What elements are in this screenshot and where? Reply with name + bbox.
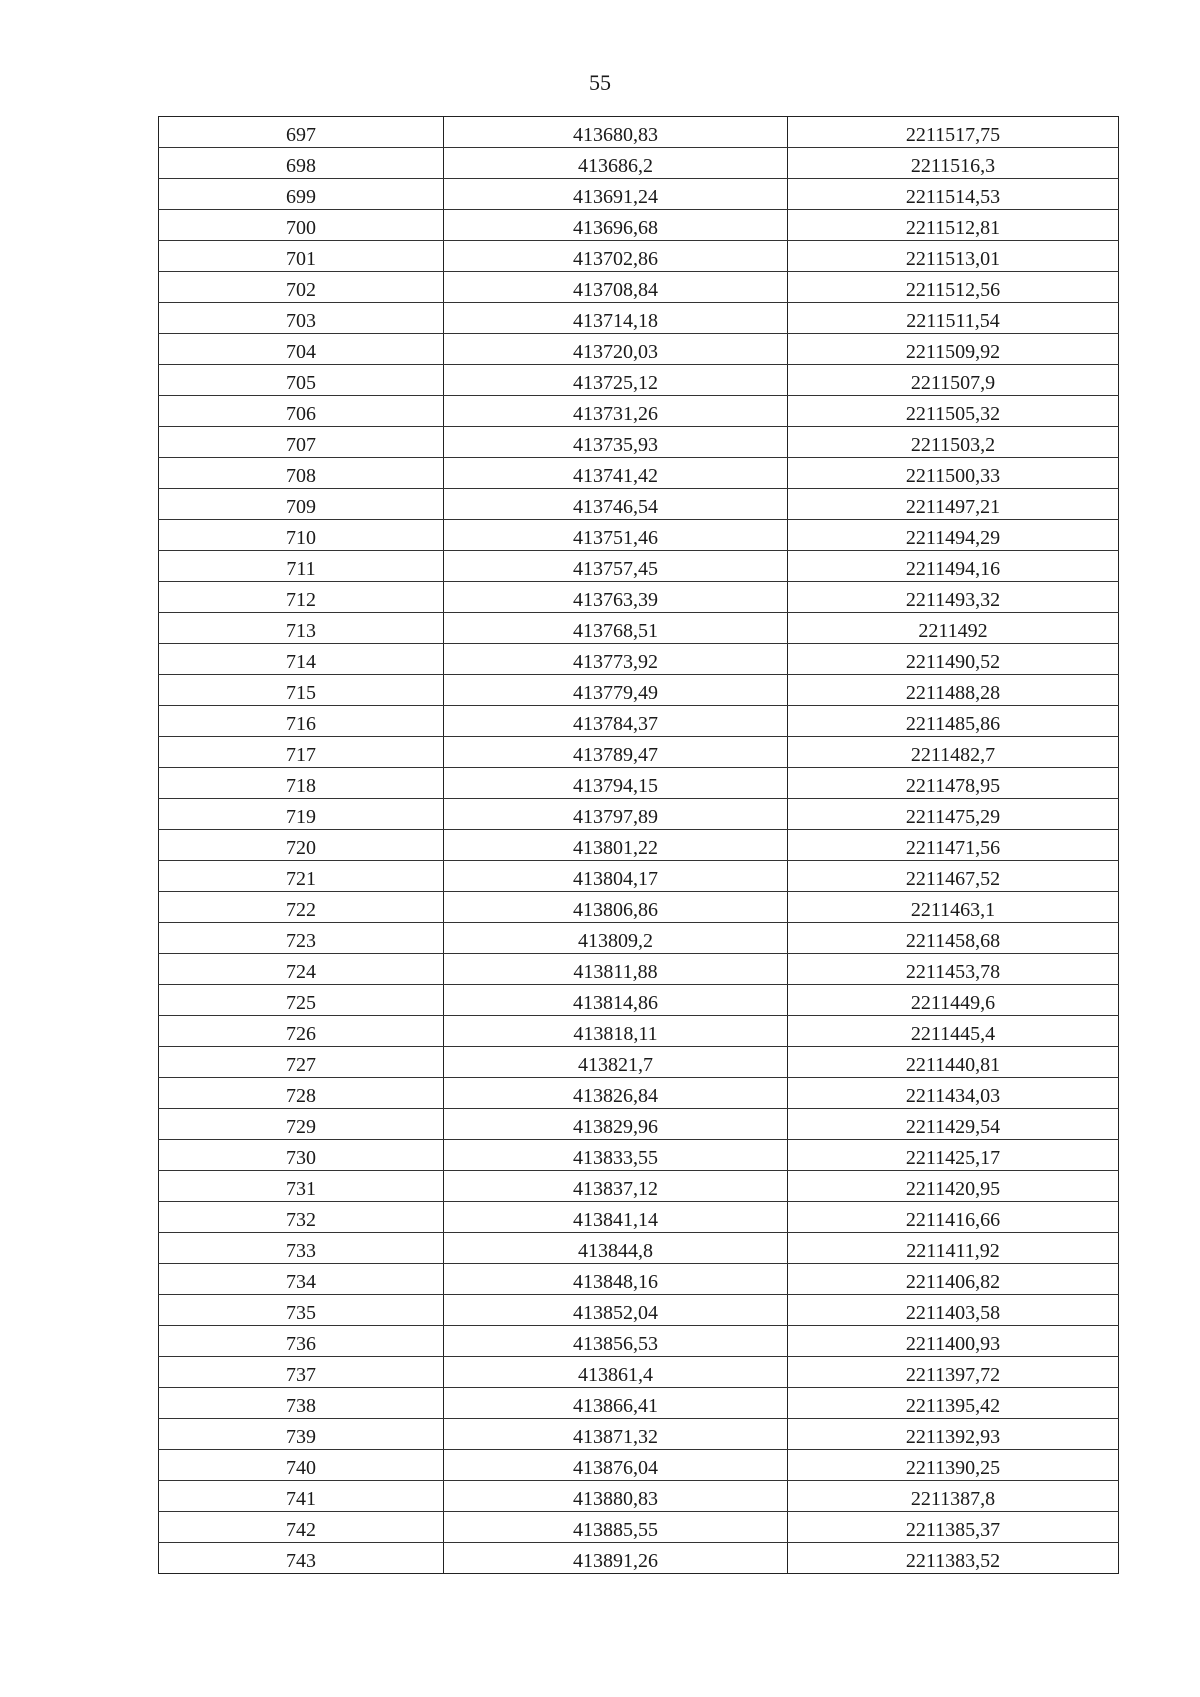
x-coordinate-cell: 413856,53 xyxy=(444,1326,788,1357)
y-coordinate-cell: 2211425,17 xyxy=(788,1140,1119,1171)
y-coordinate-cell: 2211429,54 xyxy=(788,1109,1119,1140)
point-number-cell: 738 xyxy=(159,1388,444,1419)
y-coordinate-cell: 2211387,8 xyxy=(788,1481,1119,1512)
point-number-cell: 716 xyxy=(159,706,444,737)
y-coordinate-cell: 2211516,3 xyxy=(788,148,1119,179)
table-row xyxy=(159,737,1119,768)
point-number-cell: 708 xyxy=(159,458,444,489)
y-coordinate-cell: 2211509,92 xyxy=(788,334,1119,365)
y-coordinate-cell: 2211445,4 xyxy=(788,1016,1119,1047)
table-row xyxy=(159,210,1119,241)
x-coordinate-cell: 413837,12 xyxy=(444,1171,788,1202)
x-coordinate-cell: 413876,04 xyxy=(444,1450,788,1481)
point-number-cell: 730 xyxy=(159,1140,444,1171)
table-row xyxy=(159,985,1119,1016)
point-number-cell: 726 xyxy=(159,1016,444,1047)
table-row xyxy=(159,675,1119,706)
y-coordinate-cell: 2211507,9 xyxy=(788,365,1119,396)
y-coordinate-cell: 2211385,37 xyxy=(788,1512,1119,1543)
x-coordinate-cell: 413866,41 xyxy=(444,1388,788,1419)
point-number-cell: 702 xyxy=(159,272,444,303)
point-number-cell: 741 xyxy=(159,1481,444,1512)
point-number-cell: 727 xyxy=(159,1047,444,1078)
point-number-cell: 742 xyxy=(159,1512,444,1543)
table-row xyxy=(159,1419,1119,1450)
table-row xyxy=(159,830,1119,861)
point-number-cell: 728 xyxy=(159,1078,444,1109)
x-coordinate-cell: 413763,39 xyxy=(444,582,788,613)
y-coordinate-cell: 2211511,54 xyxy=(788,303,1119,334)
table-row xyxy=(159,892,1119,923)
table-row xyxy=(159,1202,1119,1233)
y-coordinate-cell: 2211440,81 xyxy=(788,1047,1119,1078)
y-coordinate-cell: 2211449,6 xyxy=(788,985,1119,1016)
y-coordinate-cell: 2211471,56 xyxy=(788,830,1119,861)
point-number-cell: 698 xyxy=(159,148,444,179)
table-row xyxy=(159,1512,1119,1543)
y-coordinate-cell: 2211512,56 xyxy=(788,272,1119,303)
table-row xyxy=(159,1295,1119,1326)
y-coordinate-cell: 2211403,58 xyxy=(788,1295,1119,1326)
y-coordinate-cell: 2211400,93 xyxy=(788,1326,1119,1357)
table-row xyxy=(159,954,1119,985)
point-number-cell: 723 xyxy=(159,923,444,954)
x-coordinate-cell: 413826,84 xyxy=(444,1078,788,1109)
point-number-cell: 731 xyxy=(159,1171,444,1202)
table-row xyxy=(159,768,1119,799)
x-coordinate-cell: 413844,8 xyxy=(444,1233,788,1264)
table-row xyxy=(159,582,1119,613)
x-coordinate-cell: 413784,37 xyxy=(444,706,788,737)
y-coordinate-cell: 2211478,95 xyxy=(788,768,1119,799)
y-coordinate-cell: 2211420,95 xyxy=(788,1171,1119,1202)
table-row xyxy=(159,117,1119,148)
point-number-cell: 725 xyxy=(159,985,444,1016)
table-row xyxy=(159,923,1119,954)
table-row xyxy=(159,1543,1119,1574)
x-coordinate-cell: 413848,16 xyxy=(444,1264,788,1295)
coordinates-table xyxy=(158,116,1119,1574)
y-coordinate-cell: 2211492 xyxy=(788,613,1119,644)
x-coordinate-cell: 413861,4 xyxy=(444,1357,788,1388)
y-coordinate-cell: 2211490,52 xyxy=(788,644,1119,675)
x-coordinate-cell: 413829,96 xyxy=(444,1109,788,1140)
x-coordinate-cell: 413885,55 xyxy=(444,1512,788,1543)
x-coordinate-cell: 413811,88 xyxy=(444,954,788,985)
y-coordinate-cell: 2211500,33 xyxy=(788,458,1119,489)
point-number-cell: 732 xyxy=(159,1202,444,1233)
table-row xyxy=(159,396,1119,427)
point-number-cell: 743 xyxy=(159,1543,444,1574)
point-number-cell: 736 xyxy=(159,1326,444,1357)
y-coordinate-cell: 2211416,66 xyxy=(788,1202,1119,1233)
point-number-cell: 709 xyxy=(159,489,444,520)
table-row xyxy=(159,148,1119,179)
table-row xyxy=(159,1481,1119,1512)
table-row xyxy=(159,551,1119,582)
x-coordinate-cell: 413833,55 xyxy=(444,1140,788,1171)
point-number-cell: 711 xyxy=(159,551,444,582)
y-coordinate-cell: 2211494,29 xyxy=(788,520,1119,551)
y-coordinate-cell: 2211505,32 xyxy=(788,396,1119,427)
x-coordinate-cell: 413686,2 xyxy=(444,148,788,179)
x-coordinate-cell: 413757,45 xyxy=(444,551,788,582)
table-row xyxy=(159,1078,1119,1109)
x-coordinate-cell: 413773,92 xyxy=(444,644,788,675)
point-number-cell: 710 xyxy=(159,520,444,551)
x-coordinate-cell: 413804,17 xyxy=(444,861,788,892)
x-coordinate-cell: 413735,93 xyxy=(444,427,788,458)
point-number-cell: 719 xyxy=(159,799,444,830)
table-row xyxy=(159,1016,1119,1047)
table-row xyxy=(159,272,1119,303)
point-number-cell: 721 xyxy=(159,861,444,892)
point-number-cell: 737 xyxy=(159,1357,444,1388)
y-coordinate-cell: 2211517,75 xyxy=(788,117,1119,148)
x-coordinate-cell: 413818,11 xyxy=(444,1016,788,1047)
y-coordinate-cell: 2211392,93 xyxy=(788,1419,1119,1450)
table-row xyxy=(159,458,1119,489)
point-number-cell: 697 xyxy=(159,117,444,148)
point-number-cell: 734 xyxy=(159,1264,444,1295)
table-row xyxy=(159,1388,1119,1419)
table-row xyxy=(159,613,1119,644)
point-number-cell: 740 xyxy=(159,1450,444,1481)
x-coordinate-cell: 413725,12 xyxy=(444,365,788,396)
table-row xyxy=(159,644,1119,675)
x-coordinate-cell: 413880,83 xyxy=(444,1481,788,1512)
point-number-cell: 712 xyxy=(159,582,444,613)
x-coordinate-cell: 413751,46 xyxy=(444,520,788,551)
x-coordinate-cell: 413801,22 xyxy=(444,830,788,861)
y-coordinate-cell: 2211497,21 xyxy=(788,489,1119,520)
x-coordinate-cell: 413720,03 xyxy=(444,334,788,365)
table-row xyxy=(159,179,1119,210)
y-coordinate-cell: 2211485,86 xyxy=(788,706,1119,737)
table-row xyxy=(159,1109,1119,1140)
table-row xyxy=(159,303,1119,334)
x-coordinate-cell: 413841,14 xyxy=(444,1202,788,1233)
point-number-cell: 701 xyxy=(159,241,444,272)
point-number-cell: 717 xyxy=(159,737,444,768)
y-coordinate-cell: 2211493,32 xyxy=(788,582,1119,613)
point-number-cell: 704 xyxy=(159,334,444,365)
y-coordinate-cell: 2211513,01 xyxy=(788,241,1119,272)
point-number-cell: 703 xyxy=(159,303,444,334)
point-number-cell: 718 xyxy=(159,768,444,799)
x-coordinate-cell: 413741,42 xyxy=(444,458,788,489)
y-coordinate-cell: 2211488,28 xyxy=(788,675,1119,706)
table-row xyxy=(159,489,1119,520)
x-coordinate-cell: 413696,68 xyxy=(444,210,788,241)
x-coordinate-cell: 413806,86 xyxy=(444,892,788,923)
point-number-cell: 715 xyxy=(159,675,444,706)
y-coordinate-cell: 2211434,03 xyxy=(788,1078,1119,1109)
y-coordinate-cell: 2211453,78 xyxy=(788,954,1119,985)
x-coordinate-cell: 413809,2 xyxy=(444,923,788,954)
page-number: 55 xyxy=(589,70,611,95)
y-coordinate-cell: 2211411,92 xyxy=(788,1233,1119,1264)
table-row xyxy=(159,1450,1119,1481)
point-number-cell: 729 xyxy=(159,1109,444,1140)
point-number-cell: 707 xyxy=(159,427,444,458)
table-row xyxy=(159,1264,1119,1295)
x-coordinate-cell: 413871,32 xyxy=(444,1419,788,1450)
point-number-cell: 714 xyxy=(159,644,444,675)
point-number-cell: 713 xyxy=(159,613,444,644)
point-number-cell: 733 xyxy=(159,1233,444,1264)
table-row xyxy=(159,520,1119,551)
x-coordinate-cell: 413731,26 xyxy=(444,396,788,427)
table-row xyxy=(159,799,1119,830)
x-coordinate-cell: 413891,26 xyxy=(444,1543,788,1574)
point-number-cell: 722 xyxy=(159,892,444,923)
point-number-cell: 699 xyxy=(159,179,444,210)
x-coordinate-cell: 413708,84 xyxy=(444,272,788,303)
point-number-cell: 705 xyxy=(159,365,444,396)
y-coordinate-cell: 2211482,7 xyxy=(788,737,1119,768)
point-number-cell: 706 xyxy=(159,396,444,427)
point-number-cell: 739 xyxy=(159,1419,444,1450)
x-coordinate-cell: 413702,86 xyxy=(444,241,788,272)
table-row xyxy=(159,1140,1119,1171)
y-coordinate-cell: 2211383,52 xyxy=(788,1543,1119,1574)
table-row xyxy=(159,241,1119,272)
table-body xyxy=(159,117,1119,1574)
x-coordinate-cell: 413789,47 xyxy=(444,737,788,768)
x-coordinate-cell: 413714,18 xyxy=(444,303,788,334)
x-coordinate-cell: 413814,86 xyxy=(444,985,788,1016)
y-coordinate-cell: 2211458,68 xyxy=(788,923,1119,954)
y-coordinate-cell: 2211390,25 xyxy=(788,1450,1119,1481)
point-number-cell: 724 xyxy=(159,954,444,985)
y-coordinate-cell: 2211395,42 xyxy=(788,1388,1119,1419)
table-row xyxy=(159,1357,1119,1388)
x-coordinate-cell: 413821,7 xyxy=(444,1047,788,1078)
table-row xyxy=(159,334,1119,365)
point-number-cell: 720 xyxy=(159,830,444,861)
point-number-cell: 700 xyxy=(159,210,444,241)
y-coordinate-cell: 2211494,16 xyxy=(788,551,1119,582)
x-coordinate-cell: 413852,04 xyxy=(444,1295,788,1326)
table-row xyxy=(159,861,1119,892)
table-row xyxy=(159,706,1119,737)
point-number-cell: 735 xyxy=(159,1295,444,1326)
y-coordinate-cell: 2211512,81 xyxy=(788,210,1119,241)
y-coordinate-cell: 2211463,1 xyxy=(788,892,1119,923)
table-row xyxy=(159,1047,1119,1078)
table-row xyxy=(159,1233,1119,1264)
x-coordinate-cell: 413680,83 xyxy=(444,117,788,148)
y-coordinate-cell: 2211503,2 xyxy=(788,427,1119,458)
x-coordinate-cell: 413794,15 xyxy=(444,768,788,799)
table-row xyxy=(159,427,1119,458)
y-coordinate-cell: 2211467,52 xyxy=(788,861,1119,892)
y-coordinate-cell: 2211406,82 xyxy=(788,1264,1119,1295)
x-coordinate-cell: 413746,54 xyxy=(444,489,788,520)
y-coordinate-cell: 2211475,29 xyxy=(788,799,1119,830)
x-coordinate-cell: 413797,89 xyxy=(444,799,788,830)
table-row xyxy=(159,365,1119,396)
y-coordinate-cell: 2211397,72 xyxy=(788,1357,1119,1388)
y-coordinate-cell: 2211514,53 xyxy=(788,179,1119,210)
x-coordinate-cell: 413768,51 xyxy=(444,613,788,644)
x-coordinate-cell: 413691,24 xyxy=(444,179,788,210)
x-coordinate-cell: 413779,49 xyxy=(444,675,788,706)
table-row xyxy=(159,1326,1119,1357)
table-row xyxy=(159,1171,1119,1202)
